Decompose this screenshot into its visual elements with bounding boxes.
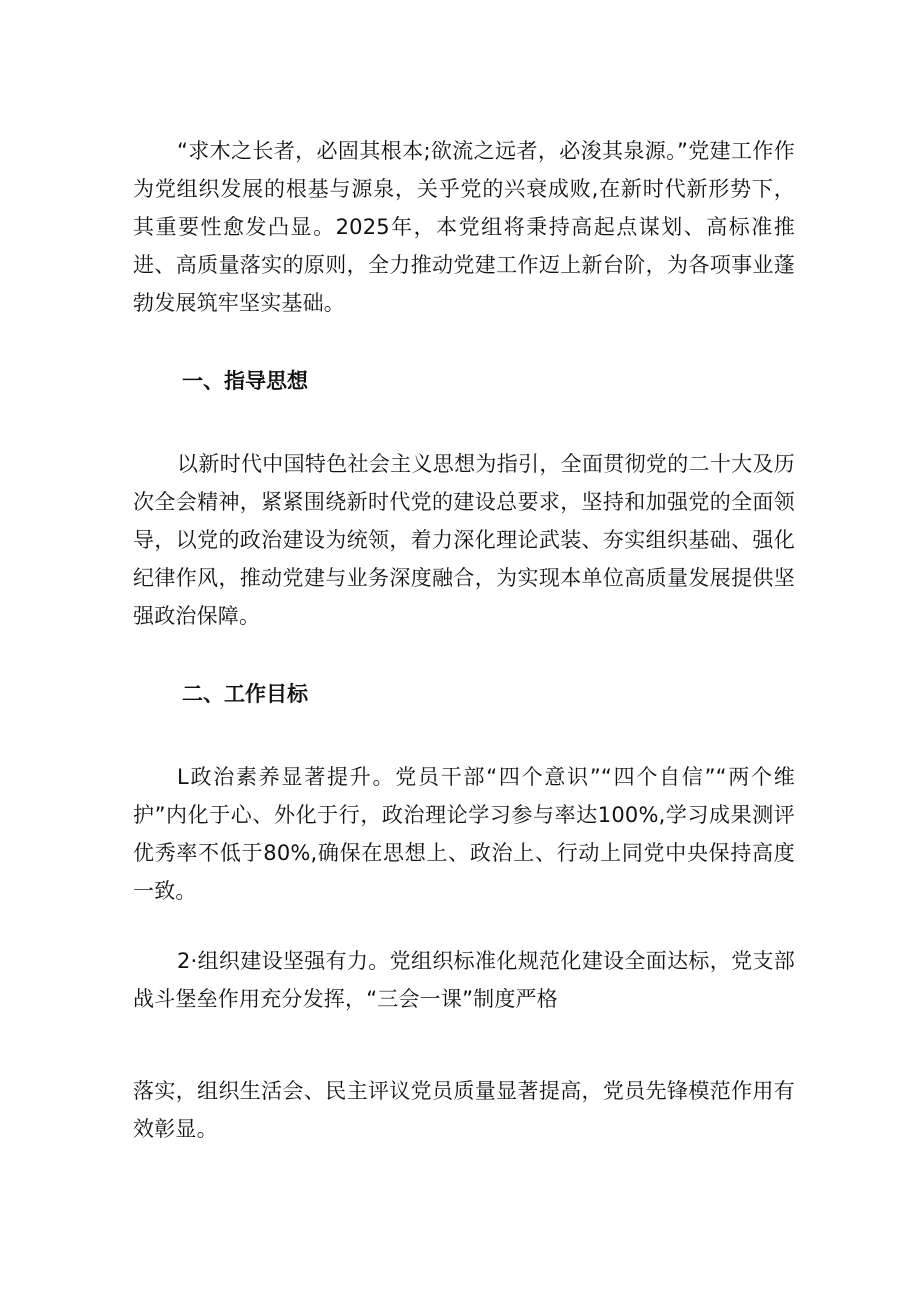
section-heading-guiding-thought: 一、指导思想 <box>182 369 308 393</box>
goal-item-organization-building-continued: 落实，组织生活会、民主评议党员质量显著提高，党员先锋模范作用有效彰显。 <box>133 1079 795 1141</box>
goal-item-political-literacy: L政治素养显著提升。党员干部“四个意识”“四个自信”“两个维护”内化于心、外化于行，政治理论学习参与率达100%,学习成果测评优秀率不低于80%,确保在思想上、政治上、行动上同党中央保持高度一致。 <box>133 765 795 903</box>
goal-item-organization-building: 2·组织建设坚强有力。党组织标准化规范化建设全面达标，党支部战斗堡垒作用充分发挥，“三会一课”制度严格 <box>133 949 795 1011</box>
guiding-thought-paragraph: 以新时代中国特色社会主义思想为指引，全面贯彻党的二十大及历次全会精神，紧紧围绕新时代党的建设总要求，坚持和加强党的全面领导，以党的政治建设为统领，着力深化理论武装、夯实组织基础、强化纪律作风，推动党建与业务深度融合，为实现本单位高质量发展提供坚强政治保障。 <box>133 452 795 628</box>
section-heading-work-goals: 二、工作目标 <box>182 682 308 706</box>
intro-paragraph: “求木之长者，必固其根本;欲流之远者，必浚其泉源。”党建工作作为党组织发展的根基与源泉，关乎党的兴衰成败,在新时代新形势下，其重要性愈发凸显。2025年，本党组将秉持高起点谋划、高标准推进、高质量落实的原则，全力推动党建工作迈上新台阶，为各项事业蓬勃发展筑牢坚实基础。 <box>133 139 795 315</box>
